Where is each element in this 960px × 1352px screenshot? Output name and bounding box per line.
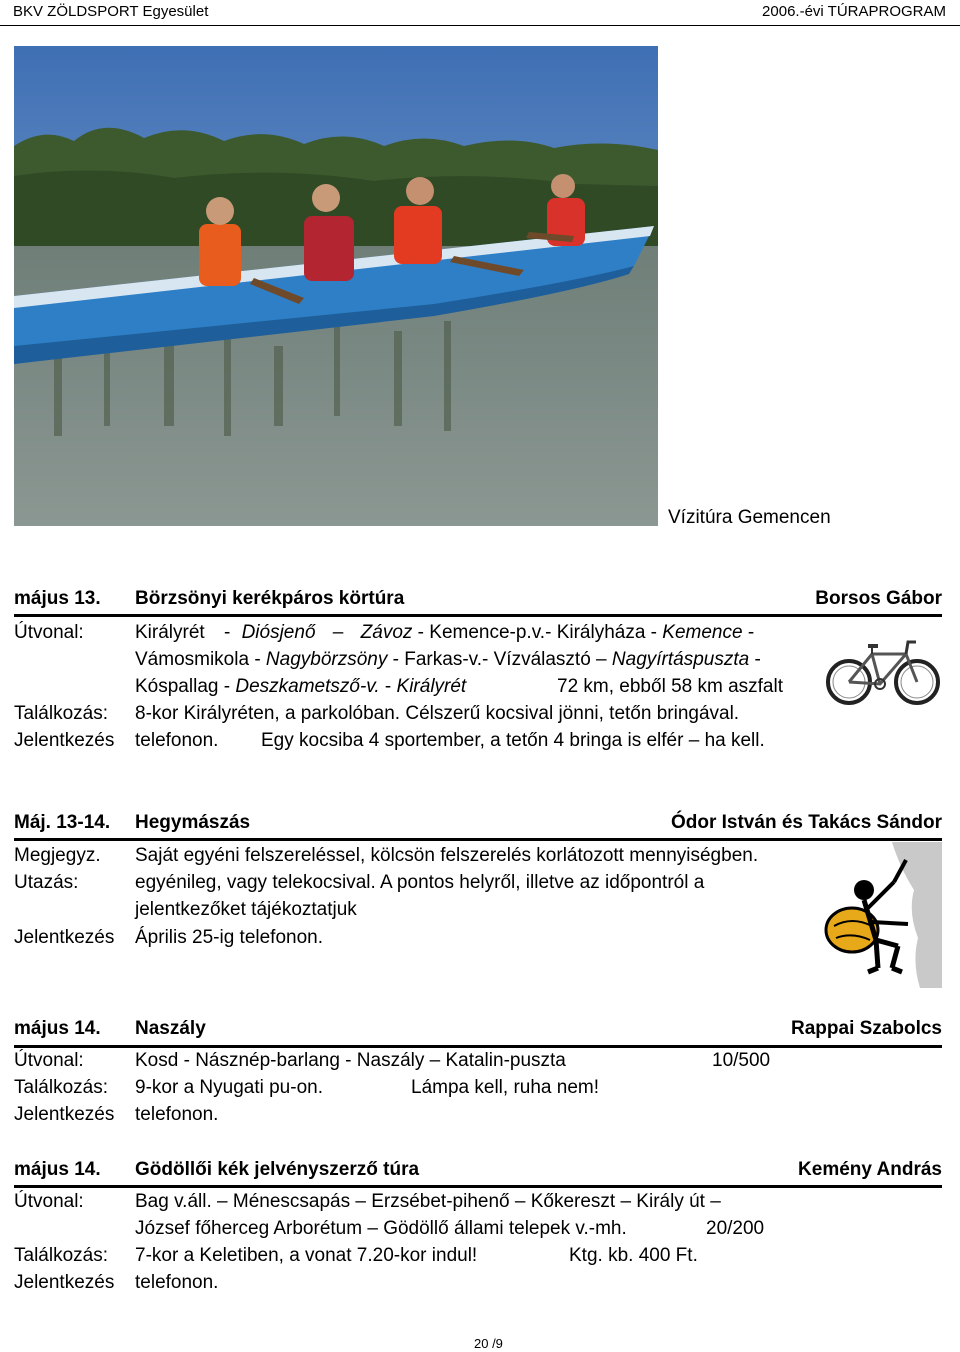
signup-text: Április 25-ig telefonon. xyxy=(135,927,323,948)
event-leader: Ódor István és Takács Sándor xyxy=(670,812,942,833)
event-date: május 14. xyxy=(14,1018,101,1039)
label-meeting: Találkozás: xyxy=(14,1077,108,1098)
route-text: Kosd - Násznép-barlang - Naszály – Katalin-puszta xyxy=(135,1050,566,1071)
label-signup: Jelentkezés xyxy=(14,1272,115,1293)
meeting-note: Lámpa kell, ruha nem! xyxy=(411,1077,599,1098)
route-place: Závoz xyxy=(360,622,413,643)
route-line-2 xyxy=(135,649,761,671)
event-title: Naszály xyxy=(135,1018,206,1039)
event-title: Gödöllői kék jelvényszerző túra xyxy=(135,1159,420,1180)
label-signup: Jelentkezés xyxy=(14,730,115,751)
event-date: május 14. xyxy=(14,1159,101,1180)
signup-text: telefonon. xyxy=(135,730,219,751)
route-segment: - Kemence-p.v.- Királyháza - xyxy=(412,622,663,643)
page-header xyxy=(0,0,960,26)
route-place: Deszkametsző-v. xyxy=(235,676,380,697)
route-place: Nagybörzsöny xyxy=(265,649,388,670)
route-place: Királyrét xyxy=(396,676,467,697)
travel-text: egyénileg, vagy telekocsival. A pontos helyről, illetve az időpontról a xyxy=(135,872,705,893)
travel-text: jelentkezőket tájékoztatjuk xyxy=(135,899,357,920)
route-segment: - Farkas-v.- Vízválasztó – xyxy=(387,649,612,670)
event-date: Máj. 13-14. xyxy=(14,812,111,833)
climber-icon xyxy=(822,842,942,988)
route-text: József főherceg Arborétum – Gödöllő állami telepek v.-mh. xyxy=(135,1218,627,1239)
header-rule xyxy=(0,25,960,26)
event-rule xyxy=(14,614,942,617)
header-program-title: 2006.-évi TÚRAPROGRAM xyxy=(762,3,946,20)
meeting-text: 7-kor a Keletiben, a vonat 7.20-kor indul! xyxy=(135,1245,478,1266)
route-distance: 72 km, ebből 58 km aszfalt xyxy=(557,676,783,697)
route-line-1 xyxy=(135,622,754,644)
label-signup: Jelentkezés xyxy=(14,1104,115,1125)
route-separator: - xyxy=(749,649,761,670)
canoe-photo xyxy=(14,46,658,526)
route-separator: - xyxy=(742,622,755,643)
route-distance: 10/500 xyxy=(712,1050,771,1071)
route-place: Nagyírtáspuszta xyxy=(611,649,750,670)
signup-note: Egy kocsiba 4 sportember, a tetőn 4 bringa is elfér – ha kell. xyxy=(261,730,765,751)
event-title: Hegymászás xyxy=(135,812,251,833)
bicycle-icon xyxy=(824,632,942,712)
label-route: Útvonal: xyxy=(14,1050,84,1071)
meeting-text: 9-kor a Nyugati pu-on. xyxy=(135,1077,323,1098)
label-travel: Utazás: xyxy=(14,872,79,893)
event-rule xyxy=(14,1185,942,1188)
route-place: Diósjenő xyxy=(241,622,316,643)
header-club-name: BKV ZÖLDSPORT Egyesület xyxy=(13,3,209,20)
meeting-text: 8-kor Királyréten, a parkolóban. Célszerű kocsival jönni, tetőn bringával. xyxy=(135,703,740,724)
route-line-3 xyxy=(135,676,466,698)
route-segment: Vámosmikola - xyxy=(135,649,266,670)
route-segment: Kóspallag - xyxy=(135,676,236,697)
event-leader: Kemény András xyxy=(798,1159,942,1180)
event-title: Börzsönyi kerékpáros körtúra xyxy=(135,588,405,609)
route-place: Királyrét xyxy=(135,622,205,643)
signup-text: telefonon. xyxy=(135,1272,219,1293)
label-meeting: Találkozás: xyxy=(14,1245,108,1266)
label-meeting: Találkozás: xyxy=(14,703,108,724)
label-note: Megjegyz. xyxy=(14,845,101,866)
route-separator: - xyxy=(218,622,236,643)
event-date: május 13. xyxy=(14,588,101,609)
note-text: Saját egyéni felszereléssel, kölcsön felszerelés korlátozott mennyiségben. xyxy=(135,845,759,866)
cost-note: Ktg. kb. 400 Ft. xyxy=(569,1245,698,1266)
event-rule xyxy=(14,838,942,841)
route-separator: - xyxy=(379,676,397,697)
label-signup: Jelentkezés xyxy=(14,927,115,948)
event-leader: Borsos Gábor xyxy=(815,588,942,609)
canoe-photo-illustration xyxy=(14,46,658,526)
route-separator: – xyxy=(327,622,349,643)
event-leader: Rappai Szabolcs xyxy=(791,1018,942,1039)
signup-text: telefonon. xyxy=(135,1104,219,1125)
label-route: Útvonal: xyxy=(14,1191,84,1212)
event-rule xyxy=(14,1045,942,1048)
page-number: 20 /9 xyxy=(474,1336,503,1351)
photo-caption: Vízitúra Gemencen xyxy=(668,507,831,528)
route-distance: 20/200 xyxy=(706,1218,765,1239)
route-text: Bag v.áll. – Ménescsapás – Erzsébet-pihenő – Kőkereszt – Király út – xyxy=(135,1191,721,1212)
route-place: Kemence xyxy=(662,622,743,643)
label-route: Útvonal: xyxy=(14,622,84,643)
